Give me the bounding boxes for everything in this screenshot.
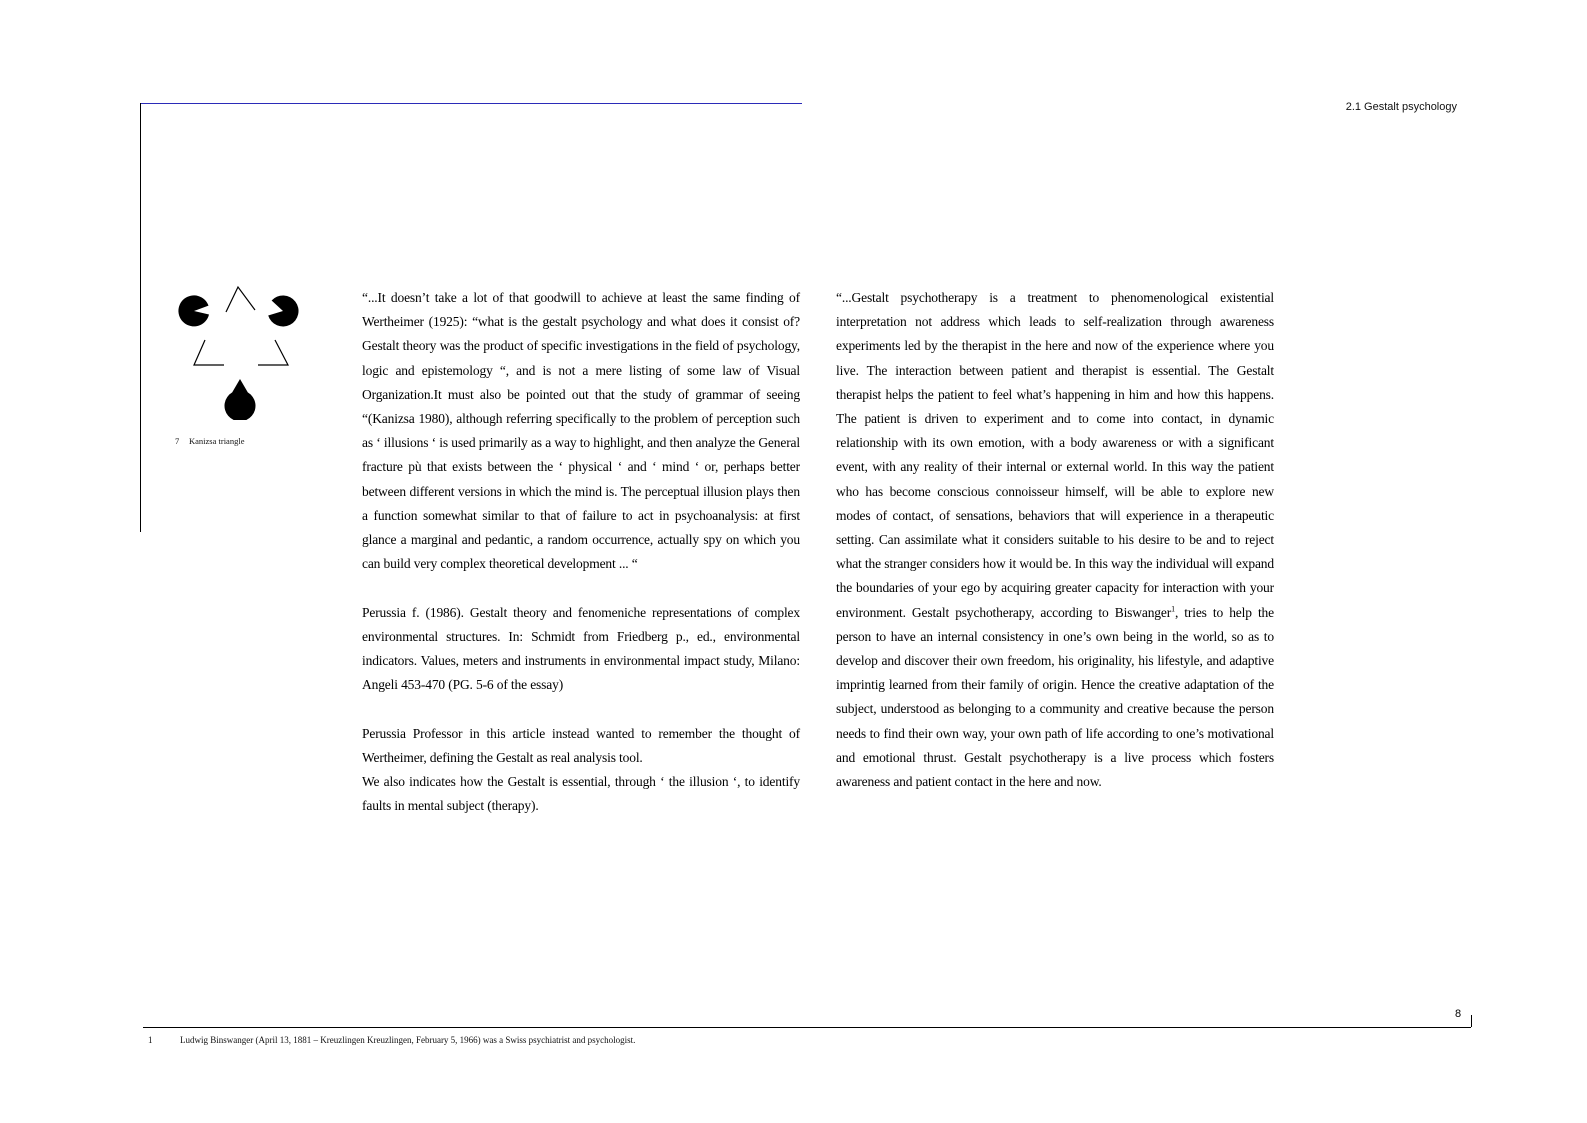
running-header: 2.1 Gestalt psychology xyxy=(1345,101,1457,113)
pacman-disc-left xyxy=(178,295,209,326)
pacman-disc-right xyxy=(268,295,298,326)
paragraph-text-before: “...Gestalt psychotherapy is a treatment to phenomenological existential interpretation not address which leads to self-realization through awareness experiments led by the therapist in the here and now of the experience where you live. The interaction between patient and therapist is essential. The Gestalt therapist helps the patient to feel what’s happening in him and how this happens. The patient is driven to experiment and to come into contact, in dynamic relationship with its own emotion, with a body awareness or with a significant event, with any reality of their internal or external world. In this way the patient who has become conscious connoisseur himself, will be able to explore new modes of contact, of sensations, behaviors that will experience in a therapeutic setting. Can assimilate what it considers suitable to his desire to be and to reject what the stranger considers how it would be. In this way the individual will expand the boundaries of your ego by acquiring greater capacity for interaction with your environment. Gestalt psychotherapy, according to Biswanger xyxy=(836,290,1274,620)
outline-fragment-right xyxy=(258,340,288,365)
outline-fragment-top xyxy=(226,287,255,312)
pacman-disc-bottom xyxy=(225,379,256,420)
kanizsa-triangle-figure xyxy=(175,285,300,420)
footnote-reference[interactable]: 1 xyxy=(1171,604,1175,614)
caption-text: Kanizsa triangle xyxy=(189,436,245,446)
footnote-text: Ludwig Binswanger (April 13, 1881 – Kreuzlingen Kreuzlingen, February 5, 1966) was a Swiss psychiatrist and psychologist. xyxy=(180,1035,636,1045)
commentary-paragraph-2: We also indicates how the Gestalt is essential, through ‘ the illusion ‘, to identify faults in mental subject (therapy). xyxy=(362,774,800,814)
margin-rule xyxy=(140,103,141,532)
header-rule xyxy=(140,103,802,104)
psychotherapy-paragraph xyxy=(836,286,1274,794)
page-number: 8 xyxy=(1455,1008,1462,1020)
left-text-column xyxy=(362,286,800,818)
outline-fragment-left xyxy=(194,340,224,365)
commentary-paragraph: Perussia Professor in this article instead wanted to remember the thought of Wertheimer, defining the Gestalt as real analysis tool. xyxy=(362,725,800,765)
right-text-column xyxy=(836,286,1274,794)
paragraph-text-after: , tries to help the person to have an internal consistency in one’s own being in the world, so as to develop and discover their own freedom, his originality, his lifestyle, and adaptive imprintig learned from their family of origin. Hence the creative adaptation of the subject, understood as belonging to a community and creative because the person needs to find their own way, your own path of life according to one’s motivational and emotional thrust. Gestalt psychotherapy is a live process which fosters awareness and patient contact in the here and now. xyxy=(836,604,1274,790)
footnote-number: 1 xyxy=(148,1035,153,1045)
footnote xyxy=(148,1035,635,1045)
page-corner-mark xyxy=(1471,1015,1472,1027)
figure-caption xyxy=(175,436,244,446)
reference-paragraph: Perussia f. (1986). Gestalt theory and fenomeniche representations of complex environmental structures. In: Schmidt from Friedberg p., ed., environmental indicators. Values, meters and instruments in environmental impact study, Milano: Angeli 453-470 (PG. 5-6 of the essay) xyxy=(362,604,800,693)
caption-number: 7 xyxy=(175,436,180,446)
footnote-rule xyxy=(143,1027,1471,1028)
quote-paragraph: “...It doesn’t take a lot of that goodwill to achieve at least the same finding of Wertheimer (1925): “what is the gestalt psychology and what does it consist of? Gestalt theory was the product of specific investigations in the field of psychology, logic and epistemology “, and is not a mere listing of some law of Visual Organization.It must also be pointed out that the study of grammar of seeing “(Kanizsa 1980), although referring specifically to the problem of perception such as ‘ illusions ‘ is used primarily as a way to highlight, and then analyze the General fracture pù that exists between the ‘ physical ‘ and ‘ mind ‘ or, perhaps better between different versions in which the mind is. The perceptual illusion plays then a function somewhat similar to that of failure to act in psychoanalysis: at first glance a marginal and pedantic, a random occurrence, actually spy on which you can build very complex theoretical development ... “ xyxy=(362,290,800,572)
